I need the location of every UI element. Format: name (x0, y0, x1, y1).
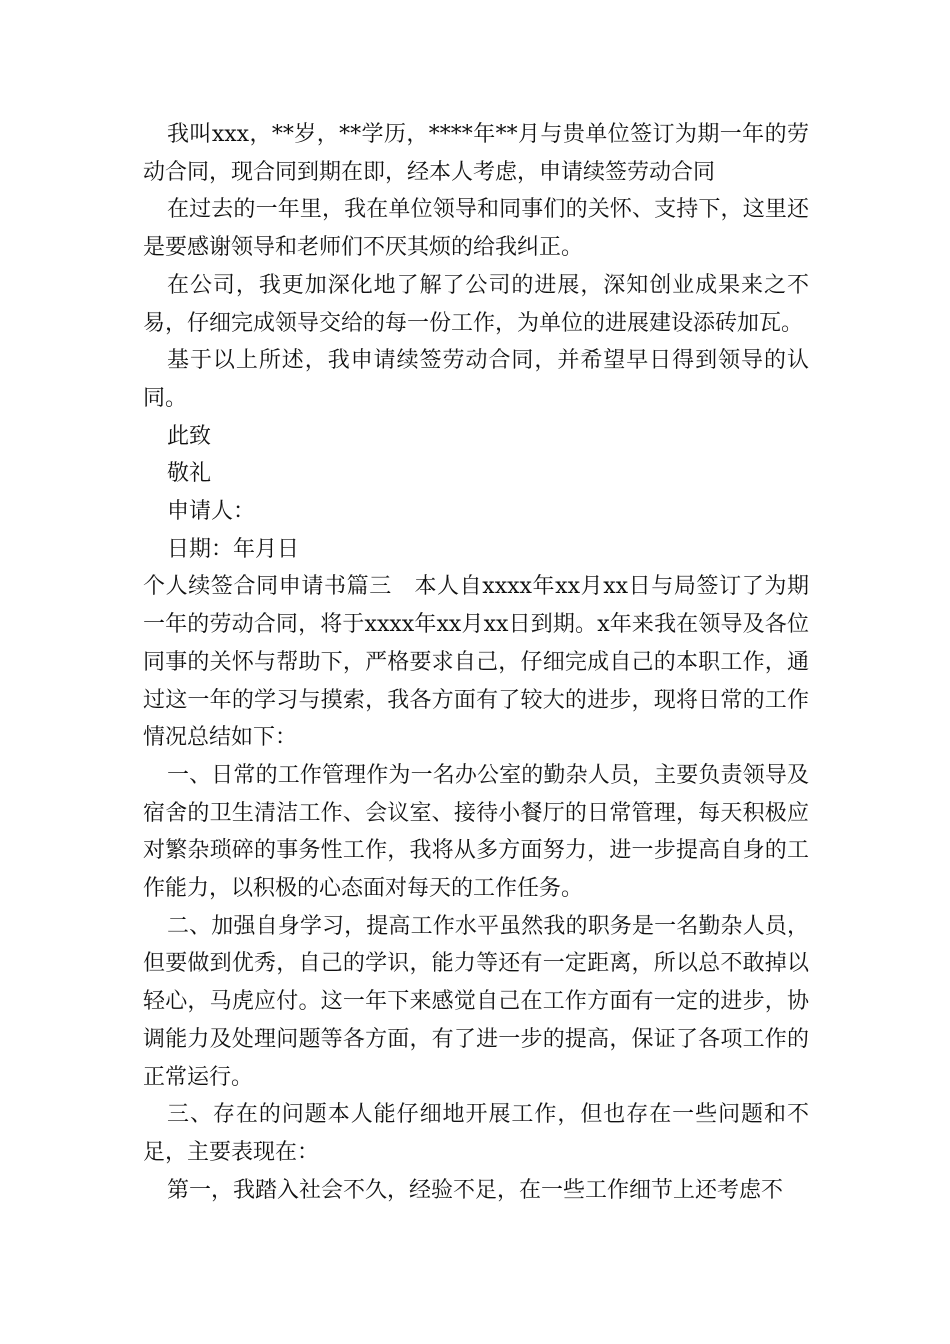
paragraph-company: 在公司，我更加深化地了解了公司的进展，深知创业成果来之不易，仔细完成领导交给的每一份工作，为单位的进展建设添砖加瓦。 (143, 272, 809, 336)
paragraph-request: 基于以上所述，我申请续签劳动合同，并希望早日得到领导的认同。 (143, 348, 809, 411)
applicant-line: 申请人： (167, 499, 256, 525)
paragraph-daily-work: 一、日常的工作管理作为一名办公室的勤杂人员，主要负责领导及宿舍的卫生清洁工作、会议室、接待小餐厅的日常管理，每天积极应对繁杂琐碎的事务性工作，我将从多方面努力，进一步提高自身的工作能力，以积极的心态面对每天的工作任务。 (143, 762, 809, 902)
paragraph-thanks: 在过去的一年里，我在单位领导和同事们的关怀、支持下，这里还是要感谢领导和老师们不厌其烦的给我纠正。 (143, 197, 809, 261)
closing-regards: 敬礼 (167, 461, 212, 487)
document-body (143, 116, 809, 1209)
paragraph-problems: 三、存在的问题本人能仔细地开展工作，但也存在一些问题和不足，主要表现在： (143, 1102, 809, 1165)
paragraph-self-study: 二、加强自身学习，提高工作水平虽然我的职务是一名勤杂人员，但要做到优秀，自己的学识，能力等还有一定距离，所以总不敢掉以轻心，马虎应付。这一年下来感觉自己在工作方面有一定的进步，协调能力及处理问题等各方面，有了进一步的提高，保证了各项工作的正常运行。 (143, 913, 809, 1090)
paragraph-intro: 我叫xxx，**岁，**学历，****年**月与贵单位签订为期一年的劳动合同，现合同到期在即，经本人考虑，申请续签劳动合同 (143, 122, 809, 185)
paragraph-first-point: 第一，我踏入社会不久，经验不足，在一些工作细节上还考虑不 (167, 1177, 784, 1203)
date-line: 日期：年月日 (167, 536, 300, 562)
closing-salutation: 此致 (167, 423, 212, 449)
section-three-intro: 个人续签合同申请书篇三 本人自xxxx年xx月xx日与局签订了为期一年的劳动合同，将于xxxx年xx月xx日到期。x年来我在领导及各位同事的关怀与帮助下，严格要求自己，仔细完成自己的本职工作，通过这一年的学习与摸索，我各方面有了较大的进步，现将日常的工作情况总结如下： (143, 574, 809, 751)
